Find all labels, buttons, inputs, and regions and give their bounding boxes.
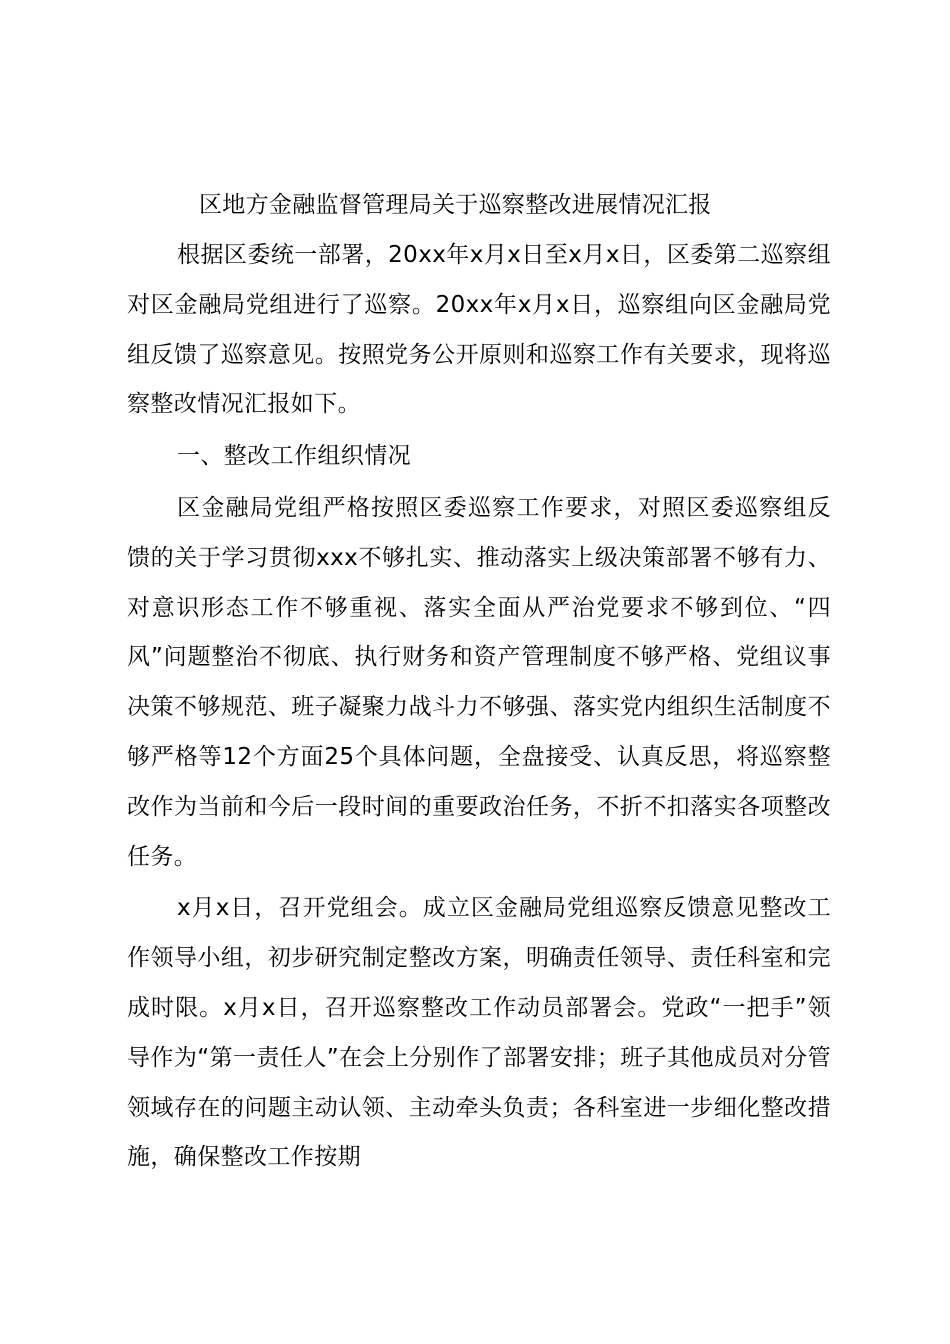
intro-paragraph: 根据区委统一部署，20xx年x月x日至x月x日，区委第二巡察组对区金融局党组进行了巡察。20xx年x月x日，巡察组向区金融局党组反馈了巡察意见。按照党务公开原则和巡察工作有关要求，现将巡察整改情况汇报如下。	[127, 242, 831, 418]
document-body	[127, 183, 831, 1183]
section-paragraph: x月x日，召开党组会。成立区金融局党组巡察反馈意见整改工作领导小组，初步研究制定整改方案，明确责任领导、责任科室和完成时限。x月x日，召开巡察整改工作动员部署会。党政“一把手”领导作为“第一责任人”在会上分别作了部署安排；班子其他成员对分管领域存在的问题主动认领、主动牵头负责；各科室进一步细化整改措施，确保整改工作按期	[127, 895, 831, 1171]
section-paragraph: 区金融局党组严格按照区委巡察工作要求，对照区委巡察组反馈的关于学习贯彻xxx不够扎实、推动落实上级决策部署不够有力、对意识形态工作不够重视、落实全面从严治党要求不够到位、“四风”问题整治不彻底、执行财务和资产管理制度不够严格、党组议事决策不够规范、班子凝聚力战斗力不够强、落实党内组织生活制度不够严格等12个方面25个具体问题，全盘接受、认真反思，将巡察整改作为当前和今后一段时间的重要政治任务，不折不扣落实各项整改任务。	[127, 494, 831, 870]
section-heading: 一、整改工作组织情况	[177, 443, 411, 470]
document-title: 区地方金融监督管理局关于巡察整改进展情况汇报	[199, 192, 712, 218]
